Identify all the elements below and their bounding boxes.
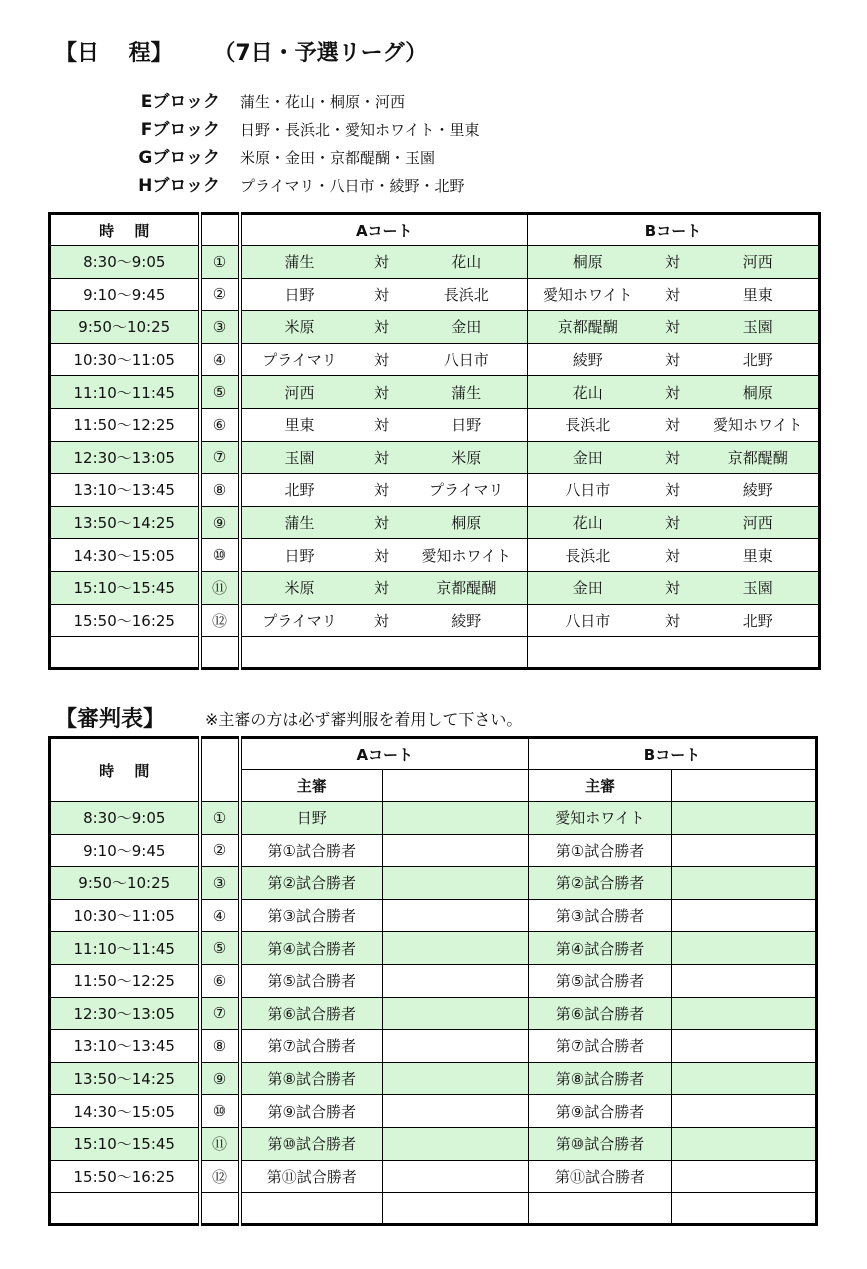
- team-b2: 綾野: [698, 474, 820, 507]
- vs-label: 対: [358, 246, 406, 279]
- referee-a: 第⑦試合勝者: [240, 1030, 383, 1063]
- referee-b-extra: [672, 1030, 817, 1063]
- block-row-g: [135, 144, 480, 172]
- header-time: 時 間: [50, 738, 200, 802]
- team-a1: 北野: [240, 474, 358, 507]
- referee-b-extra: [672, 834, 817, 867]
- team-b1: 金田: [528, 441, 648, 474]
- team-b2: 北野: [698, 604, 820, 637]
- blank-cell: [50, 1193, 200, 1225]
- referee-b: 愛知ホワイト: [529, 802, 672, 835]
- vs-label: 対: [648, 246, 698, 279]
- team-b2: 北野: [698, 343, 820, 376]
- referee-row: [50, 834, 817, 867]
- header-court-a: Aコート: [240, 214, 528, 246]
- match-number: ⑫: [200, 1160, 240, 1193]
- time-cell: 13:50～14:25: [50, 1062, 200, 1095]
- referee-b: 第⑥試合勝者: [529, 997, 672, 1030]
- header-court-b: Bコート: [528, 214, 820, 246]
- blank-cell: [240, 637, 528, 669]
- referee-a: 日野: [240, 802, 383, 835]
- match-number: ③: [200, 867, 240, 900]
- vs-label: 対: [358, 571, 406, 604]
- referee-row: [50, 802, 817, 835]
- team-a1: プライマリ: [240, 604, 358, 637]
- referee-row: [50, 899, 817, 932]
- vs-label: 対: [648, 506, 698, 539]
- referee-a: 第⑩試合勝者: [240, 1127, 383, 1160]
- team-a2: 八日市: [406, 343, 528, 376]
- match-number: ③: [200, 311, 240, 344]
- referee-b: 第⑦試合勝者: [529, 1030, 672, 1063]
- block-label: Gブロック: [138, 148, 220, 168]
- match-number: ⑩: [200, 1095, 240, 1128]
- referee-a: 第⑨試合勝者: [240, 1095, 383, 1128]
- match-number: ⑧: [200, 474, 240, 507]
- schedule-row: [50, 571, 820, 604]
- match-number: ④: [200, 899, 240, 932]
- referee-a-extra: [383, 834, 529, 867]
- schedule-row: [50, 506, 820, 539]
- vs-label: 対: [648, 604, 698, 637]
- referee-row: [50, 997, 817, 1030]
- team-a2: 桐原: [406, 506, 528, 539]
- team-b2: 河西: [698, 506, 820, 539]
- header-number: [200, 738, 240, 802]
- referee-a-extra: [383, 964, 529, 997]
- referee-a-extra: [383, 997, 529, 1030]
- block-label: Hブロック: [138, 176, 220, 196]
- team-b2: 里東: [698, 539, 820, 572]
- team-b2: 玉園: [698, 571, 820, 604]
- referee-row: [50, 1030, 817, 1063]
- referee-b: 第⑧試合勝者: [529, 1062, 672, 1095]
- blank-cell: [50, 637, 200, 669]
- match-number: ⑤: [200, 376, 240, 409]
- time-cell: 10:30～11:05: [50, 343, 200, 376]
- referee-a: 第⑧試合勝者: [240, 1062, 383, 1095]
- time-cell: 11:50～12:25: [50, 964, 200, 997]
- match-number: ⑩: [200, 539, 240, 572]
- schedule-row: [50, 246, 820, 279]
- time-cell: 8:30～9:05: [50, 802, 200, 835]
- vs-label: 対: [648, 571, 698, 604]
- team-b1: 花山: [528, 376, 648, 409]
- team-a1: 日野: [240, 278, 358, 311]
- vs-label: 対: [648, 539, 698, 572]
- time-cell: 15:50～16:25: [50, 1160, 200, 1193]
- time-cell: 14:30～15:05: [50, 539, 200, 572]
- vs-label: 対: [358, 311, 406, 344]
- referee-b: 第⑨試合勝者: [529, 1095, 672, 1128]
- team-b2: 玉園: [698, 311, 820, 344]
- vs-label: 対: [358, 343, 406, 376]
- block-row-f: [135, 116, 480, 144]
- schedule-row: [50, 408, 820, 441]
- referee-a-extra: [383, 1030, 529, 1063]
- time-cell: 9:50～10:25: [50, 867, 200, 900]
- referee-table: [48, 736, 818, 1226]
- referee-a-extra: [383, 1127, 529, 1160]
- vs-label: 対: [648, 376, 698, 409]
- team-b2: 河西: [698, 246, 820, 279]
- referee-note: ※主審の方は必ず審判服を着用して下さい。: [205, 710, 523, 729]
- match-number: ⑥: [200, 408, 240, 441]
- time-cell: 15:50～16:25: [50, 604, 200, 637]
- referee-b: 第④試合勝者: [529, 932, 672, 965]
- schedule-header-row: [50, 214, 820, 246]
- vs-label: 対: [358, 474, 406, 507]
- team-a1: プライマリ: [240, 343, 358, 376]
- time-cell: 12:30～13:05: [50, 997, 200, 1030]
- referee-b-extra: [672, 964, 817, 997]
- team-a2: 日野: [406, 408, 528, 441]
- referee-title: 【審判表】: [55, 707, 166, 732]
- team-b1: 八日市: [528, 474, 648, 507]
- time-cell: 9:50～10:25: [50, 311, 200, 344]
- subheader-referee-a: 主審: [240, 770, 383, 802]
- block-teams: 蒲生・花山・桐原・河西: [240, 93, 406, 111]
- time-cell: 15:10～15:45: [50, 1127, 200, 1160]
- match-number: ⑫: [200, 604, 240, 637]
- schedule-row: [50, 539, 820, 572]
- referee-a: 第⑪試合勝者: [240, 1160, 383, 1193]
- block-label: Fブロック: [140, 120, 220, 140]
- team-a1: 玉園: [240, 441, 358, 474]
- referee-row: [50, 1127, 817, 1160]
- referee-b-extra: [672, 1127, 817, 1160]
- team-a1: 河西: [240, 376, 358, 409]
- referee-b: 第②試合勝者: [529, 867, 672, 900]
- referee-a: 第⑤試合勝者: [240, 964, 383, 997]
- vs-label: 対: [648, 408, 698, 441]
- referee-b-extra: [672, 1062, 817, 1095]
- time-cell: 13:10～13:45: [50, 1030, 200, 1063]
- blank-cell: [240, 1193, 383, 1225]
- time-cell: 11:10～11:45: [50, 932, 200, 965]
- match-number: ⑥: [200, 964, 240, 997]
- referee-b: 第③試合勝者: [529, 899, 672, 932]
- subheader-blank-b: [672, 770, 817, 802]
- blank-cell: [200, 1193, 240, 1225]
- vs-label: 対: [358, 539, 406, 572]
- referee-b-extra: [672, 802, 817, 835]
- referee-row: [50, 964, 817, 997]
- schedule-row: [50, 311, 820, 344]
- team-a1: 蒲生: [240, 506, 358, 539]
- vs-label: 対: [358, 408, 406, 441]
- blank-cell: [383, 1193, 529, 1225]
- time-cell: 9:10～9:45: [50, 278, 200, 311]
- team-b1: 長浜北: [528, 408, 648, 441]
- time-cell: 9:10～9:45: [50, 834, 200, 867]
- referee-b: 第①試合勝者: [529, 834, 672, 867]
- blank-cell: [529, 1193, 672, 1225]
- time-cell: 13:10～13:45: [50, 474, 200, 507]
- referee-a: 第①試合勝者: [240, 834, 383, 867]
- team-a2: 愛知ホワイト: [406, 539, 528, 572]
- time-cell: 15:10～15:45: [50, 571, 200, 604]
- team-a2: 米原: [406, 441, 528, 474]
- time-cell: 11:50～12:25: [50, 408, 200, 441]
- time-cell: 12:30～13:05: [50, 441, 200, 474]
- vs-label: 対: [358, 506, 406, 539]
- team-b2: 里東: [698, 278, 820, 311]
- team-a1: 米原: [240, 571, 358, 604]
- referee-a-extra: [383, 1160, 529, 1193]
- team-a2: 綾野: [406, 604, 528, 637]
- team-a1: 里東: [240, 408, 358, 441]
- referee-row: [50, 867, 817, 900]
- referee-a-extra: [383, 1095, 529, 1128]
- referee-a-extra: [383, 867, 529, 900]
- team-a1: 米原: [240, 311, 358, 344]
- team-b2: 桐原: [698, 376, 820, 409]
- match-number: ⑤: [200, 932, 240, 965]
- match-number: ④: [200, 343, 240, 376]
- vs-label: 対: [648, 441, 698, 474]
- match-number: ⑨: [200, 506, 240, 539]
- schedule-row: [50, 376, 820, 409]
- match-number: ①: [200, 802, 240, 835]
- schedule-row-blank: [50, 637, 820, 669]
- referee-row: [50, 1095, 817, 1128]
- time-cell: 14:30～15:05: [50, 1095, 200, 1128]
- referee-row-blank: [50, 1193, 817, 1225]
- match-number: ①: [200, 246, 240, 279]
- schedule-row: [50, 343, 820, 376]
- schedule-title: 【日 程】 （7日・予選リーグ）: [55, 41, 428, 66]
- team-a2: 金田: [406, 311, 528, 344]
- schedule-table: [48, 212, 821, 670]
- team-a1: 日野: [240, 539, 358, 572]
- team-b2: 愛知ホワイト: [698, 408, 820, 441]
- referee-a: 第⑥試合勝者: [240, 997, 383, 1030]
- referee-a: 第④試合勝者: [240, 932, 383, 965]
- header-court-b: Bコート: [529, 738, 817, 770]
- team-b1: 桐原: [528, 246, 648, 279]
- blank-cell: [528, 637, 820, 669]
- block-row-h: [135, 172, 480, 200]
- time-cell: 8:30～9:05: [50, 246, 200, 279]
- referee-row: [50, 1160, 817, 1193]
- team-b1: 花山: [528, 506, 648, 539]
- block-teams: 米原・金田・京都醍醐・玉園: [240, 149, 436, 167]
- team-a2: 京都醍醐: [406, 571, 528, 604]
- header-court-a: Aコート: [240, 738, 529, 770]
- block-teams: プライマリ・八日市・綾野・北野: [240, 177, 465, 195]
- match-number: ②: [200, 278, 240, 311]
- team-b1: 長浜北: [528, 539, 648, 572]
- team-a2: プライマリ: [406, 474, 528, 507]
- match-number: ⑪: [200, 1127, 240, 1160]
- schedule-row: [50, 278, 820, 311]
- referee-b: 第⑤試合勝者: [529, 964, 672, 997]
- block-teams: 日野・長浜北・愛知ホワイト・里東: [240, 121, 480, 139]
- vs-label: 対: [358, 441, 406, 474]
- vs-label: 対: [648, 474, 698, 507]
- referee-b: 第⑩試合勝者: [529, 1127, 672, 1160]
- team-a2: 蒲生: [406, 376, 528, 409]
- referee-b-extra: [672, 899, 817, 932]
- team-b1: 八日市: [528, 604, 648, 637]
- schedule-row: [50, 474, 820, 507]
- header-time: 時 間: [50, 214, 200, 246]
- team-b1: 綾野: [528, 343, 648, 376]
- vs-label: 対: [358, 376, 406, 409]
- match-number: ⑨: [200, 1062, 240, 1095]
- team-a1: 蒲生: [240, 246, 358, 279]
- match-number: ⑧: [200, 1030, 240, 1063]
- referee-b: 第⑪試合勝者: [529, 1160, 672, 1193]
- referee-a: 第②試合勝者: [240, 867, 383, 900]
- block-row-e: [135, 88, 480, 116]
- time-cell: 11:10～11:45: [50, 376, 200, 409]
- subheader-blank-a: [383, 770, 529, 802]
- team-b1: 愛知ホワイト: [528, 278, 648, 311]
- time-cell: 10:30～11:05: [50, 899, 200, 932]
- vs-label: 対: [648, 278, 698, 311]
- referee-row: [50, 1062, 817, 1095]
- blank-cell: [200, 637, 240, 669]
- block-label: Eブロック: [140, 92, 220, 112]
- team-a2: 花山: [406, 246, 528, 279]
- vs-label: 対: [648, 311, 698, 344]
- team-b1: 金田: [528, 571, 648, 604]
- referee-a: 第③試合勝者: [240, 899, 383, 932]
- referee-b-extra: [672, 867, 817, 900]
- subheader-referee-b: 主審: [529, 770, 672, 802]
- schedule-row: [50, 604, 820, 637]
- vs-label: 対: [358, 278, 406, 311]
- referee-b-extra: [672, 1160, 817, 1193]
- match-number: ②: [200, 834, 240, 867]
- vs-label: 対: [358, 604, 406, 637]
- time-cell: 13:50～14:25: [50, 506, 200, 539]
- referee-b-extra: [672, 932, 817, 965]
- match-number: ⑦: [200, 997, 240, 1030]
- team-b2: 京都醍醐: [698, 441, 820, 474]
- header-number: [200, 214, 240, 246]
- vs-label: 対: [648, 343, 698, 376]
- blank-cell: [672, 1193, 817, 1225]
- block-list: [135, 88, 480, 200]
- referee-row: [50, 932, 817, 965]
- team-b1: 京都醍醐: [528, 311, 648, 344]
- team-a2: 長浜北: [406, 278, 528, 311]
- referee-a-extra: [383, 932, 529, 965]
- match-number: ⑦: [200, 441, 240, 474]
- referee-a-extra: [383, 899, 529, 932]
- referee-a-extra: [383, 802, 529, 835]
- referee-header-row: [50, 738, 817, 770]
- referee-b-extra: [672, 1095, 817, 1128]
- schedule-row: [50, 441, 820, 474]
- match-number: ⑪: [200, 571, 240, 604]
- referee-a-extra: [383, 1062, 529, 1095]
- referee-b-extra: [672, 997, 817, 1030]
